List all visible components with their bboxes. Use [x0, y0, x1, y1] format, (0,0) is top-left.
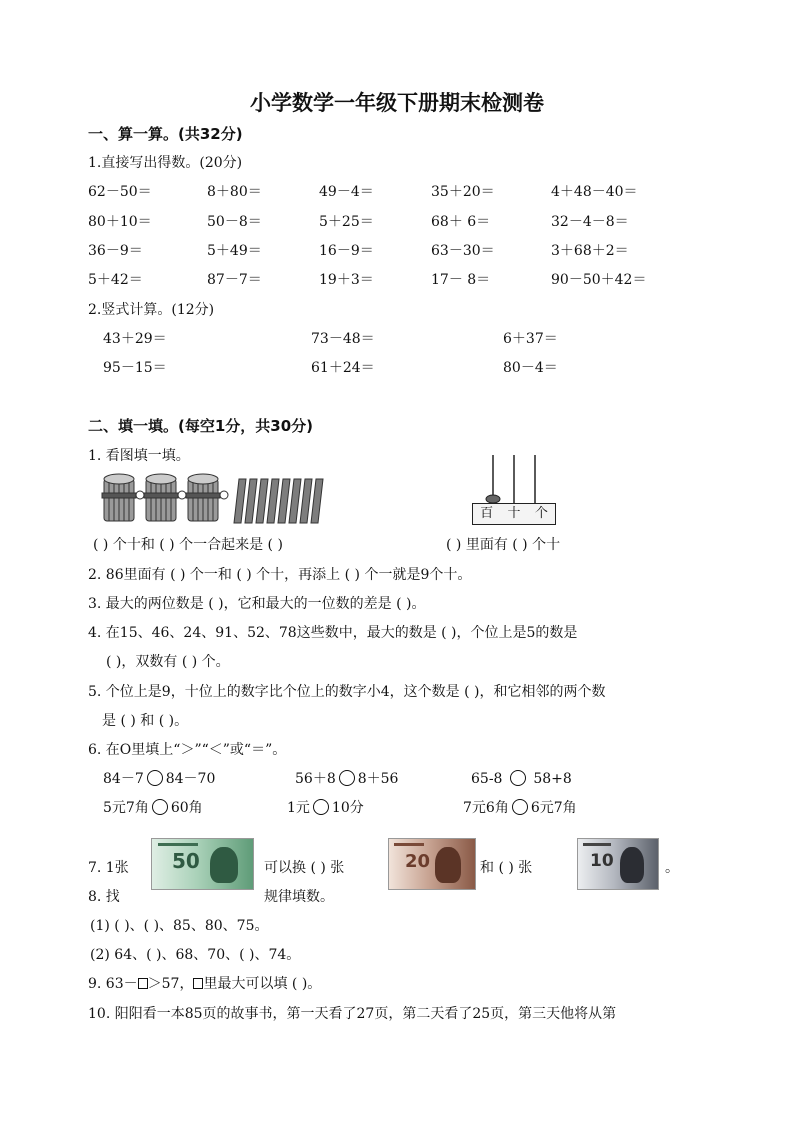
- compare-left: 7元6角: [463, 800, 509, 816]
- q2-9-part: 9. 63－: [88, 976, 138, 992]
- q1-title: 1.直接写出得数。(20分): [88, 155, 243, 171]
- section-1-heading: 一、算一算。(共32分): [88, 125, 243, 143]
- q2-1-fill-b: ( ) 里面有 ( ) 个十: [446, 537, 561, 553]
- bill-value: 50: [172, 849, 200, 873]
- compare-circle[interactable]: [339, 770, 355, 786]
- calc-item: 32－4－8＝: [551, 214, 629, 230]
- q2-4-line2: ( )，双数有 ( ) 个。: [106, 654, 230, 670]
- q2-9-part: 里最大可以填 ( )。: [203, 976, 322, 992]
- q2-4-line1: 4. 在15、46、24、91、52、78这些数中，最大的数是 ( )，个位上是5的数是: [88, 625, 578, 641]
- calc-item: 62－50＝: [88, 184, 152, 200]
- compare-right: 84－70: [165, 771, 216, 787]
- calc-item: 63－30＝: [431, 243, 495, 259]
- q2-7-end: 。: [665, 860, 679, 876]
- q2-7-mid2: 和 ( ) 张: [480, 860, 533, 876]
- q2-1-fill-a: ( ) 个十和 ( ) 个一合起来是 ( ): [93, 537, 283, 553]
- calc-item: 68＋ 6＝: [431, 214, 491, 230]
- q2-9-part: ＞57，: [147, 976, 194, 992]
- calc-item: 90－50＋42＝: [551, 272, 647, 288]
- banknote-10-image: [577, 838, 659, 890]
- q2-9: [88, 975, 321, 993]
- calc-item: 80－4＝: [503, 360, 558, 376]
- page-title: 小学数学一年级下册期末检测卷: [250, 91, 544, 115]
- compare-circle[interactable]: [510, 770, 526, 786]
- compare-left: 84－7: [103, 771, 144, 787]
- compare-right: 58+8: [533, 771, 572, 787]
- calc-item: 5＋25＝: [319, 214, 374, 230]
- q2-2: 2. 86里面有 ( ) 个一和 ( ) 个十，再添上 ( ) 个一就是9个十。: [88, 567, 472, 583]
- calc-item: 50－8＝: [207, 214, 262, 230]
- bill-value: 10: [590, 851, 614, 871]
- banknote-50-image: [151, 838, 254, 890]
- q2-8-2: (2) 64、( )、68、70、( )、74。: [90, 947, 301, 963]
- compare-right: 10分: [331, 800, 364, 816]
- calc-item: 16－9＝: [319, 243, 374, 259]
- answer-box[interactable]: [193, 978, 203, 989]
- compare-item: [103, 770, 215, 788]
- calc-item: 5＋42＝: [88, 272, 143, 288]
- compare-circle[interactable]: [147, 770, 163, 786]
- q2-7-mid1: 可以换 ( ) 张: [264, 860, 345, 876]
- q2-10: 10. 阳阳看一本85页的故事书，第一天看了27页，第二天看了25页，第三天他将从第: [88, 1006, 617, 1022]
- calc-item: 3＋68＋2＝: [551, 243, 629, 259]
- compare-left: 5元7角: [103, 800, 149, 816]
- compare-item: [463, 799, 577, 817]
- abacus-label: 百: [480, 506, 494, 521]
- compare-right: 6元7角: [530, 800, 577, 816]
- banknote-20-image: [388, 838, 476, 890]
- answer-box[interactable]: [138, 978, 148, 989]
- calc-item: 95－15＝: [103, 360, 167, 376]
- bill-value: 20: [405, 851, 431, 872]
- abacus-label: 个: [534, 506, 548, 521]
- compare-item: [103, 799, 203, 817]
- calc-item: 49－4＝: [319, 184, 374, 200]
- compare-left: 1元: [287, 800, 310, 816]
- compare-circle[interactable]: [152, 799, 168, 815]
- calc-item: 17－ 8＝: [431, 272, 491, 288]
- sticks-bundles-illustration: [100, 467, 335, 525]
- q2-title: 2.竖式计算。(12分): [88, 302, 215, 318]
- q2-5-line2: 是 ( ) 和 ( )。: [102, 713, 189, 729]
- calc-item: 8＋80＝: [207, 184, 262, 200]
- compare-right: 60角: [170, 800, 203, 816]
- compare-circle[interactable]: [512, 799, 528, 815]
- calc-item: 61＋24＝: [311, 360, 375, 376]
- q2-8-a: 8. 找: [88, 889, 120, 905]
- q2-5-line1: 5. 个位上是9，十位上的数字比个位上的数字小4，这个数是 ( )，和它相邻的两个数: [88, 684, 606, 700]
- abacus-illustration: [472, 455, 556, 527]
- q2-1-title: 1. 看图填一填。: [88, 448, 190, 464]
- compare-item: [295, 770, 398, 788]
- q2-8-b: 规律填数。: [264, 889, 334, 905]
- compare-left: 65-8: [471, 771, 503, 787]
- calc-item: 43＋29＝: [103, 331, 167, 347]
- calc-item: 5＋49＝: [207, 243, 262, 259]
- compare-item: [471, 770, 572, 788]
- q2-7-prefix: 7. 1张: [88, 860, 129, 876]
- calc-item: 19＋3＝: [319, 272, 374, 288]
- calc-item: 80＋10＝: [88, 214, 152, 230]
- section-2-heading: 二、填一填。(每空1分，共30分): [88, 417, 314, 435]
- calc-item: 35＋20＝: [431, 184, 495, 200]
- q2-3: 3. 最大的两位数是 ( )，它和最大的一位数的差是 ( )。: [88, 596, 426, 612]
- calc-item: 4＋48－40＝: [551, 184, 638, 200]
- calc-item: 87－7＝: [207, 272, 262, 288]
- compare-right: 8＋56: [357, 771, 399, 787]
- compare-circle[interactable]: [313, 799, 329, 815]
- q2-8-1: (1) ( )、( )、85、80、75。: [90, 918, 269, 934]
- calc-item: 6＋37＝: [503, 331, 558, 347]
- compare-item: [287, 799, 364, 817]
- compare-left: 56＋8: [295, 771, 336, 787]
- calc-item: 73－48＝: [311, 331, 375, 347]
- calc-item: 36－9＝: [88, 243, 143, 259]
- q2-6: 6. 在O里填上“＞”“＜”或“＝”。: [88, 742, 287, 758]
- abacus-label: 十: [507, 506, 521, 521]
